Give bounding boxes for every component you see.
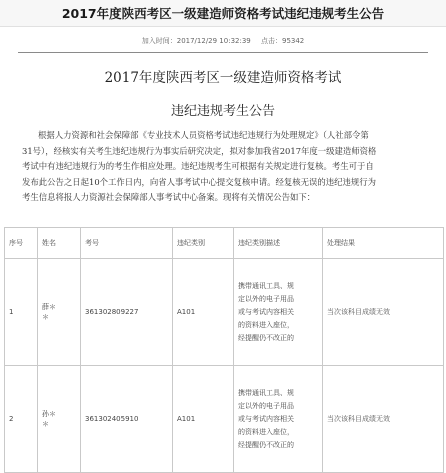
name-part: 薛＊: [42, 303, 56, 311]
cell-exam-no: 361302405910: [81, 366, 173, 473]
description-line: 或与考试内容相关: [238, 307, 294, 316]
table-row: [5, 366, 444, 473]
click-count: 点击：95342: [260, 37, 305, 45]
header-exam-no: 考号: [81, 228, 173, 259]
description-line: 携带通讯工具、规: [238, 388, 294, 397]
description-line: 或与考试内容相关: [238, 414, 294, 423]
description-line: 经提醒仍不改正的: [238, 440, 294, 449]
description-line: 经提醒仍不改正的: [238, 333, 294, 342]
cell-description: [234, 259, 323, 366]
description-line: 定以外的电子用品: [238, 294, 294, 303]
name-part: ＊: [42, 313, 49, 321]
description-line: 携带通讯工具、规: [238, 281, 294, 290]
header-result: 处理结果: [323, 228, 444, 259]
header-name: 姓名: [38, 228, 81, 259]
article-meta: [0, 36, 446, 50]
header-category: 违纪类别: [173, 228, 234, 259]
cell-category: A101: [173, 366, 234, 473]
name-part: ＊: [42, 420, 49, 428]
article-paragraph: [22, 128, 426, 206]
added-time: 加入时间：2017/12/29 10:32:39: [141, 37, 251, 45]
cell-result: 当次该科目成绩无效: [323, 259, 444, 366]
cell-name: [38, 366, 81, 473]
table-row: [5, 259, 444, 366]
header-description: 违纪类别描述: [234, 228, 323, 259]
divider: [18, 52, 428, 53]
paragraph-line: 考生信息将报人力资源社会保障部人事考试中心备案。现将有关情况公告如下：: [22, 192, 316, 202]
page-title: 2017年度陕西考区一级建造师资格考试违纪违规考生公告: [0, 0, 446, 27]
name-part: 孙＊: [42, 410, 56, 418]
cell-result: 当次该科目成绩无效: [323, 366, 444, 473]
paragraph-line: 考试中有违纪违规行为的考生作相应处理。违纪违规考生可根据有关规定进行复核。考生可于自: [22, 161, 374, 171]
description-line: 定以外的电子用品: [238, 401, 294, 410]
cell-description: [234, 366, 323, 473]
article-subtitle: 违纪违规考生公告: [170, 104, 275, 119]
paragraph-line: 31号），经核实有关考生违纪违规行为事实后研究决定，拟对参加我省2017年度一级建造师资格: [22, 145, 377, 156]
header-no: 序号: [5, 228, 38, 259]
cell-no: 2: [5, 366, 38, 473]
cell-exam-no: 361302809227: [81, 259, 173, 366]
violation-table: [4, 227, 444, 473]
cell-name: [38, 259, 81, 366]
description-line: 的资料进入座位，: [238, 427, 294, 436]
cell-category: A101: [173, 259, 234, 366]
paragraph-line: 根据人力资源和社会保障部《专业技术人员资格考试违纪违规行为处理规定》（人社部令第: [38, 130, 369, 140]
paragraph-line: 发布此公告之日起10个工作日内，向省人事考试中心提交复核申请。经复核无误的违纪违规行为: [22, 176, 377, 187]
description-line: 的资料进入座位，: [238, 320, 294, 329]
article-title: 2017年度陕西考区一级建造师资格考试: [104, 70, 342, 86]
table-header-row: [5, 228, 444, 259]
cell-no: 1: [5, 259, 38, 366]
